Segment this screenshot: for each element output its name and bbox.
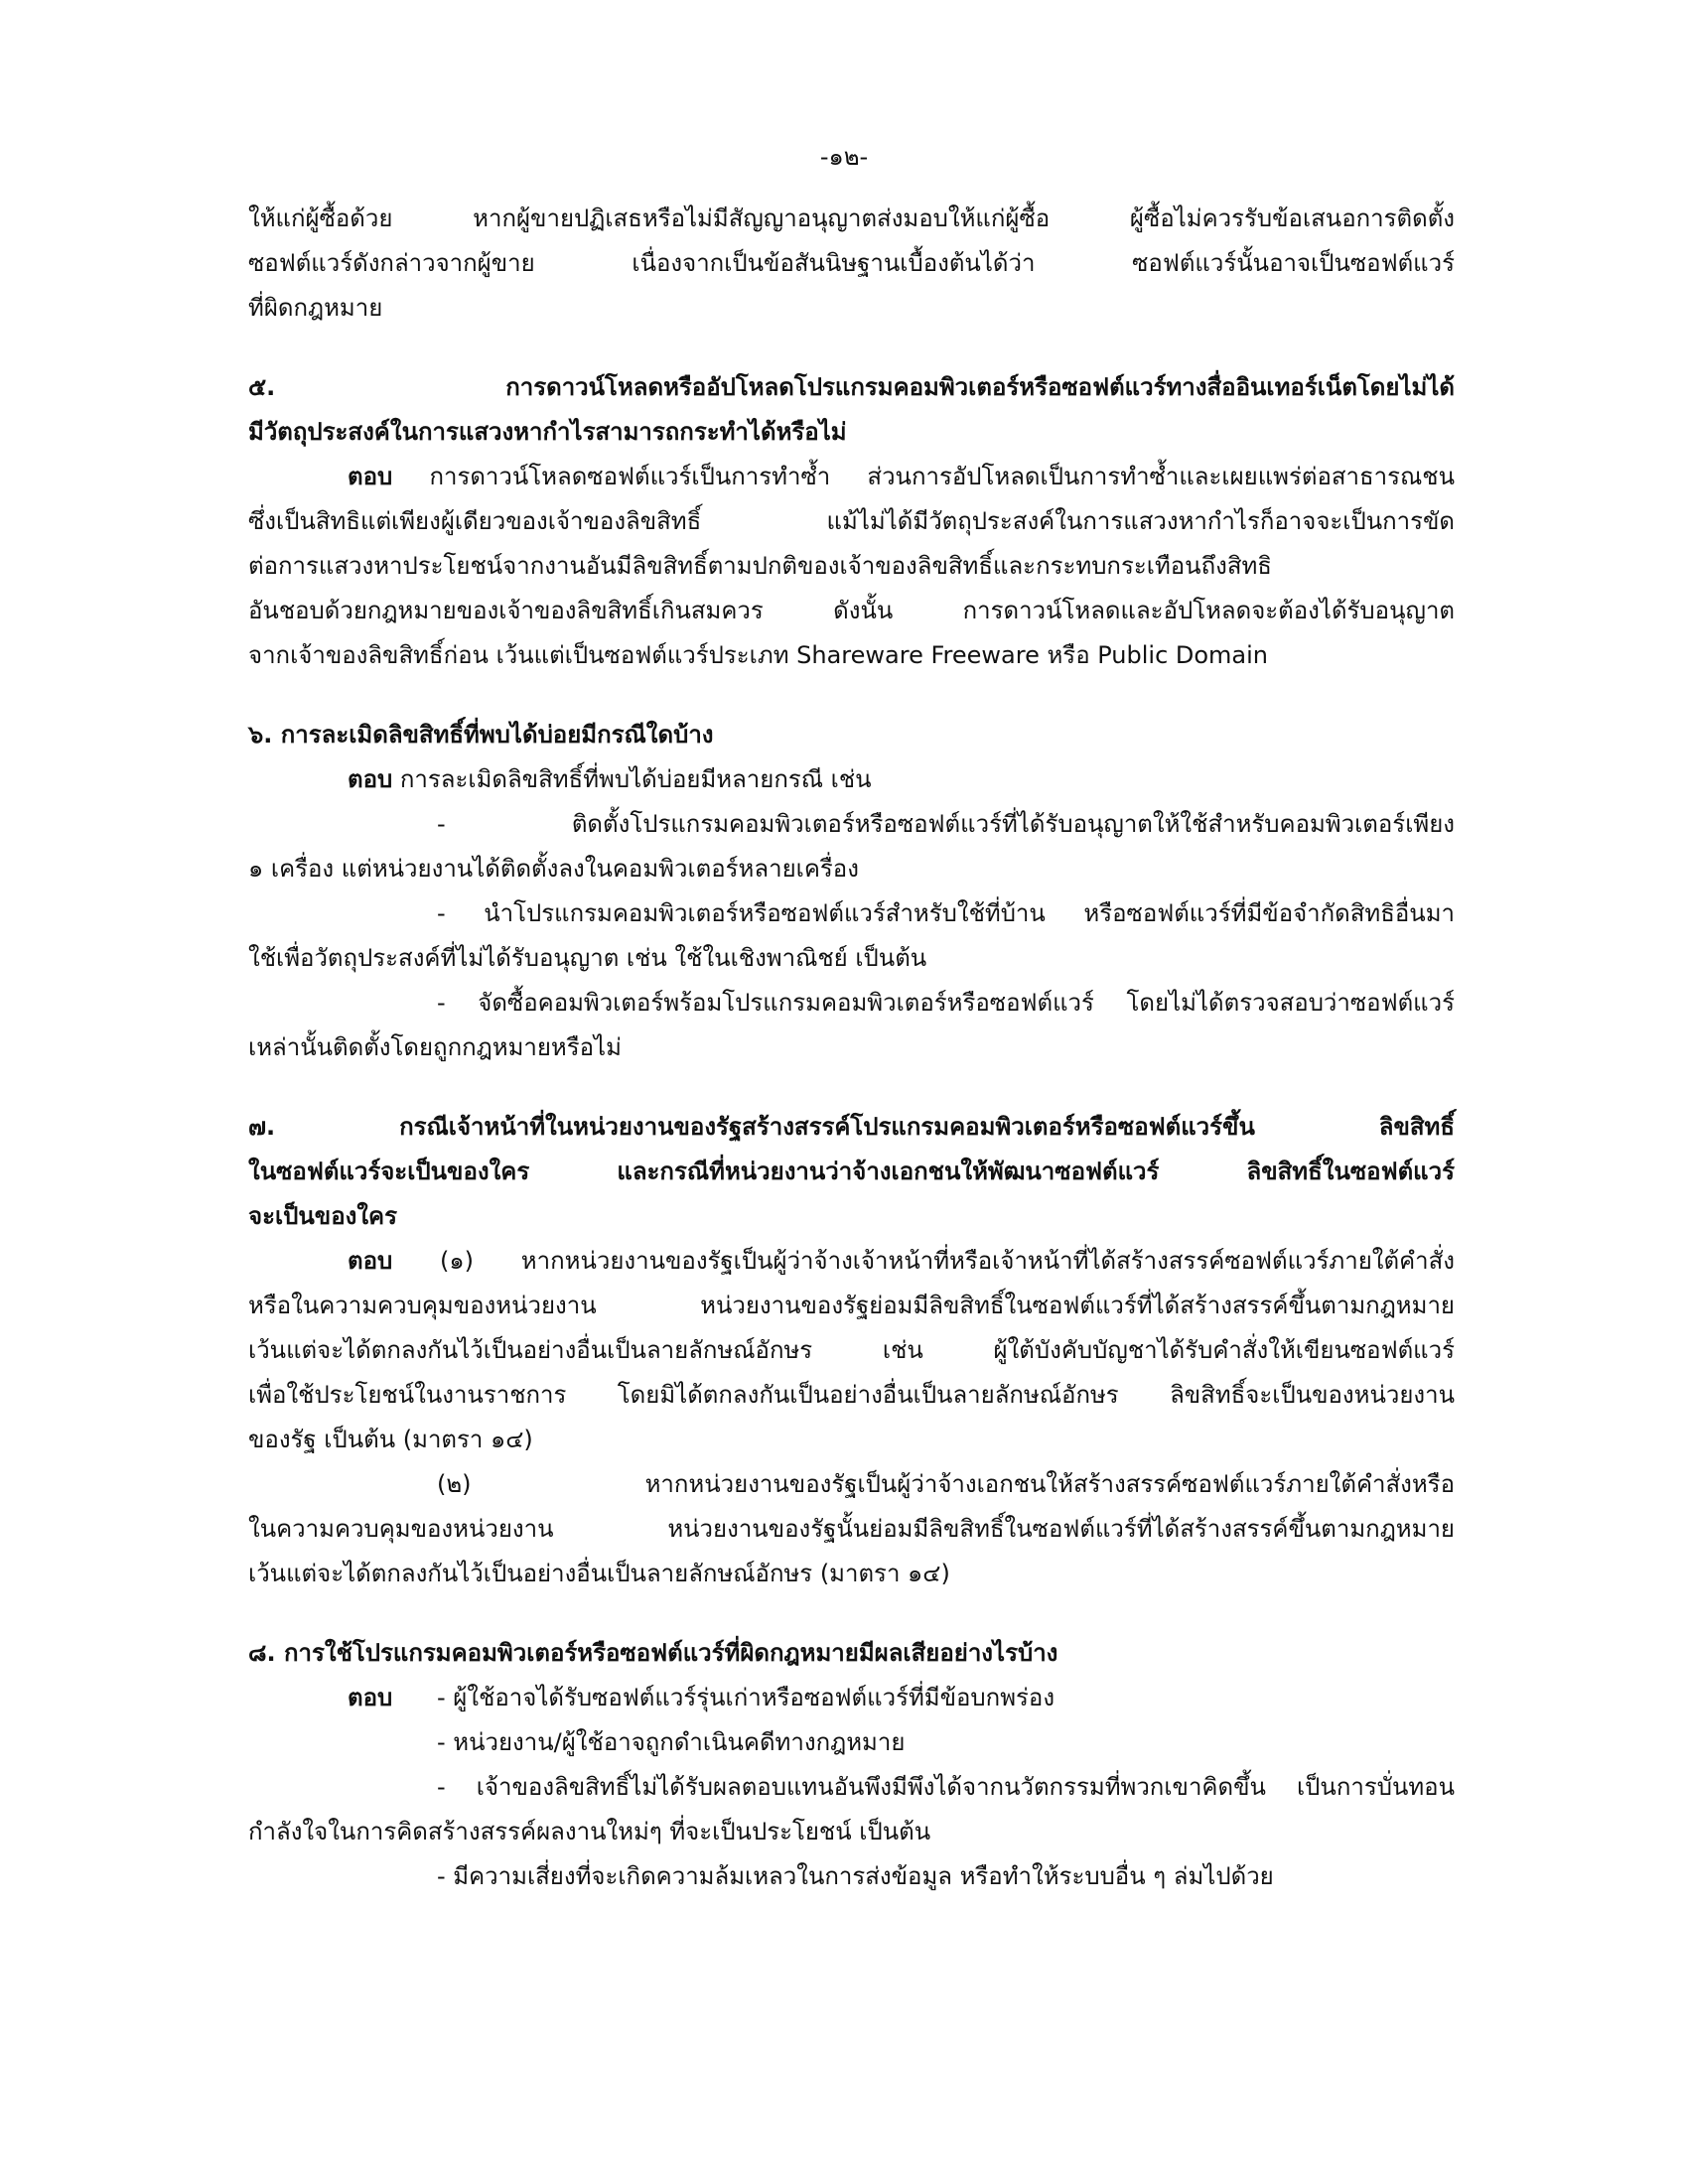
q7-heading: จะเป็นของใคร [248, 1202, 397, 1230]
q5-answer-line: ซึ่งเป็นสิทธิแต่เพียงผู้เดียวของเจ้าของลิขสิทธิ์ แม้ไม่ได้มีวัตถุประสงค์ในการแสวงหากำไรก็อาจจะเป็นการขัด [248, 507, 1455, 535]
q7-heading: ในซอฟต์แวร์จะเป็นของใคร และกรณีที่หน่วยงานว่าจ้างเอกชนให้พัฒนาซอฟต์แวร์ ลิขสิทธิ์ในซอฟต์แวร์ [248, 1158, 1455, 1185]
page-number: -๑๒- [819, 143, 869, 171]
q7-answer-line: ของรัฐ เป็นต้น (มาตรา ๑๔) [248, 1426, 533, 1453]
answer-text: การดาวน์โหลดซอฟต์แวร์เป็นการทำซ้ำ ส่วนการอัปโหลดเป็นการทำซ้ำและเผยแพร่ต่อสาธารณชน [392, 463, 1455, 490]
intro-line: ซอฟต์แวร์ดังกล่าวจากผู้ขาย เนื่องจากเป็นข้อสันนิษฐานเบื้องต้นได้ว่า ซอฟต์แวร์นั้นอาจเป็นซอฟต์แวร์ [248, 249, 1455, 277]
q5-answer-line: ต่อการแสวงหาประโยชน์จากงานอันมีลิขสิทธิ์ตามปกติของเจ้าของลิขสิทธิ์และกระทบกระเทือนถึงสิทธิ [248, 552, 1272, 580]
q5-answer-line: จากเจ้าของลิขสิทธิ์ก่อน เว้นแต่เป็นซอฟต์แวร์ประเภท Shareware Freeware หรือ Public Domain [248, 641, 1269, 669]
q7-answer-line: หรือในความควบคุมของหน่วยงาน หน่วยงานของรัฐย่อมมีลิขสิทธิ์ในซอฟต์แวร์ที่ได้สร้างสรรค์ขึ้นตามกฎหมาย [248, 1292, 1455, 1319]
answer-text: การละเมิดลิขสิทธิ์ที่พบได้บ่อยมีหลายกรณี เช่น [392, 765, 872, 793]
q8-heading: ๘. การใช้โปรแกรมคอมพิวเตอร์หรือซอฟต์แวร์ที่ผิดกฎหมายมีผลเสียอย่างไรบ้าง [248, 1639, 1058, 1667]
intro-line: ให้แก่ผู้ซื้อด้วย หากผู้ขายปฏิเสธหรือไม่มีสัญญาอนุญาตส่งมอบให้แก่ผู้ซื้อ ผู้ซื้อไม่ควรรับข้อเสนอการติดตั้ง [248, 205, 1455, 232]
q6-item: - ติดตั้งโปรแกรมคอมพิวเตอร์หรือซอฟต์แวร์ที่ได้รับอนุญาตให้ใช้สำหรับคอมพิวเตอร์เพียง [437, 810, 1455, 838]
q5-answer-first [348, 457, 1455, 496]
q6-item-cont: เหล่านั้นติดตั้งโดยถูกกฎหมายหรือไม่ [248, 1033, 622, 1061]
q6-item: - นำโปรแกรมคอมพิวเตอร์หรือซอฟต์แวร์สำหรับใช้ที่บ้าน หรือซอฟต์แวร์ที่มีข้อจำกัดสิทธิอื่นมา [437, 899, 1455, 927]
intro-line: ที่ผิดกฎหมาย [248, 294, 383, 322]
q8-item: - ผู้ใช้อาจได้รับซอฟต์แวร์รุ่นเก่าหรือซอฟต์แวร์ที่มีข้อบกพร่อง [437, 1684, 1055, 1711]
q7-para2-first: (๒) หากหน่วยงานของรัฐเป็นผู้ว่าจ้างเอกชนให้สร้างสรรค์ซอฟต์แวร์ภายใต้คำสั่งหรือ [437, 1470, 1455, 1498]
answer-label: ตอบ [348, 1247, 393, 1275]
answer-text: (๑) หากหน่วยงานของรัฐเป็นผู้ว่าจ้างเจ้าหน้าที่หรือเจ้าหน้าที่ได้สร้างสรรค์ซอฟต์แวร์ภายใต้คำสั่ง [392, 1247, 1455, 1275]
q7-answer-line: เว้นแต่จะได้ตกลงกันไว้เป็นอย่างอื่นเป็นลายลักษณ์อักษร (มาตรา ๑๔) [248, 1560, 950, 1587]
q7-heading: ๗. กรณีเจ้าหน้าที่ในหน่วยงานของรัฐสร้างสรรค์โปรแกรมคอมพิวเตอร์หรือซอฟต์แวร์ขึ้น ลิขสิทธิ์ [248, 1113, 1455, 1141]
q8-item: - หน่วยงาน/ผู้ใช้อาจถูกดำเนินคดีทางกฎหมาย [437, 1728, 906, 1756]
q5-heading: ๕. การดาวน์โหลดหรืออัปโหลดโปรแกรมคอมพิวเตอร์หรือซอฟต์แวร์ทางสื่ออินเทอร์เน็ตโดยไม่ได้ [248, 373, 1455, 401]
answer-label: ตอบ [348, 463, 393, 490]
answer-label: ตอบ [348, 1684, 393, 1711]
q5-heading: มีวัตถุประสงค์ในการแสวงหากำไรสามารถกระทำได้หรือไม่ [248, 418, 847, 446]
q7-answer-first [348, 1241, 1455, 1281]
q7-answer-line: เพื่อใช้ประโยชน์ในงานราชการ โดยมิได้ตกลงกันเป็นอย่างอื่นเป็นลายลักษณ์อักษร ลิขสิทธิ์จะเป็นของหน่วยงาน [248, 1381, 1455, 1409]
answer-label: ตอบ [348, 765, 393, 793]
q7-answer-line: เว้นแต่จะได้ตกลงกันไว้เป็นอย่างอื่นเป็นลายลักษณ์อักษร เช่น ผู้ใต้บังคับบัญชาได้รับคำสั่งให้เขียนซอฟต์แวร์ [248, 1336, 1455, 1364]
q8-item: - เจ้าของลิขสิทธิ์ไม่ได้รับผลตอบแทนอันพึงมีพึงได้จากนวัตกรรมที่พวกเขาคิดขึ้น เป็นการบั่นทอน [437, 1773, 1455, 1801]
q6-item-cont: ๑ เครื่อง แต่หน่วยงานได้ติดตั้งลงในคอมพิวเตอร์หลายเครื่อง [248, 855, 859, 883]
q6-heading: ๖. การละเมิดลิขสิทธิ์ที่พบได้บ่อยมีกรณีใดบ้าง [248, 721, 714, 749]
q7-answer-line: ในความควบคุมของหน่วยงาน หน่วยงานของรัฐนั้นย่อมมีลิขสิทธิ์ในซอฟต์แวร์ที่ได้สร้างสรรค์ขึ้นตามกฎหมาย [248, 1515, 1455, 1543]
q6-item: - จัดซื้อคอมพิวเตอร์พร้อมโปรแกรมคอมพิวเตอร์หรือซอฟต์แวร์ โดยไม่ได้ตรวจสอบว่าซอฟต์แวร์ [437, 989, 1455, 1017]
q6-item-cont: ใช้เพื่อวัตถุประสงค์ที่ไม่ได้รับอนุญาต เช่น ใช้ในเชิงพาณิชย์ เป็นต้น [248, 944, 927, 972]
q5-answer-line: อันชอบด้วยกฎหมายของเจ้าของลิขสิทธิ์เกินสมควร ดังนั้น การดาวน์โหลดและอัปโหลดจะต้องได้รับอนุญาต [248, 597, 1455, 624]
q6-answer-first [348, 759, 1455, 799]
q8-item: - มีความเสี่ยงที่จะเกิดความล้มเหลวในการส่งข้อมูล หรือทำให้ระบบอื่น ๆ ล่มไปด้วย [437, 1862, 1274, 1890]
q8-item-cont: กำลังใจในการคิดสร้างสรรค์ผลงานใหม่ๆ ที่จะเป็นประโยชน์ เป็นต้น [248, 1818, 931, 1845]
